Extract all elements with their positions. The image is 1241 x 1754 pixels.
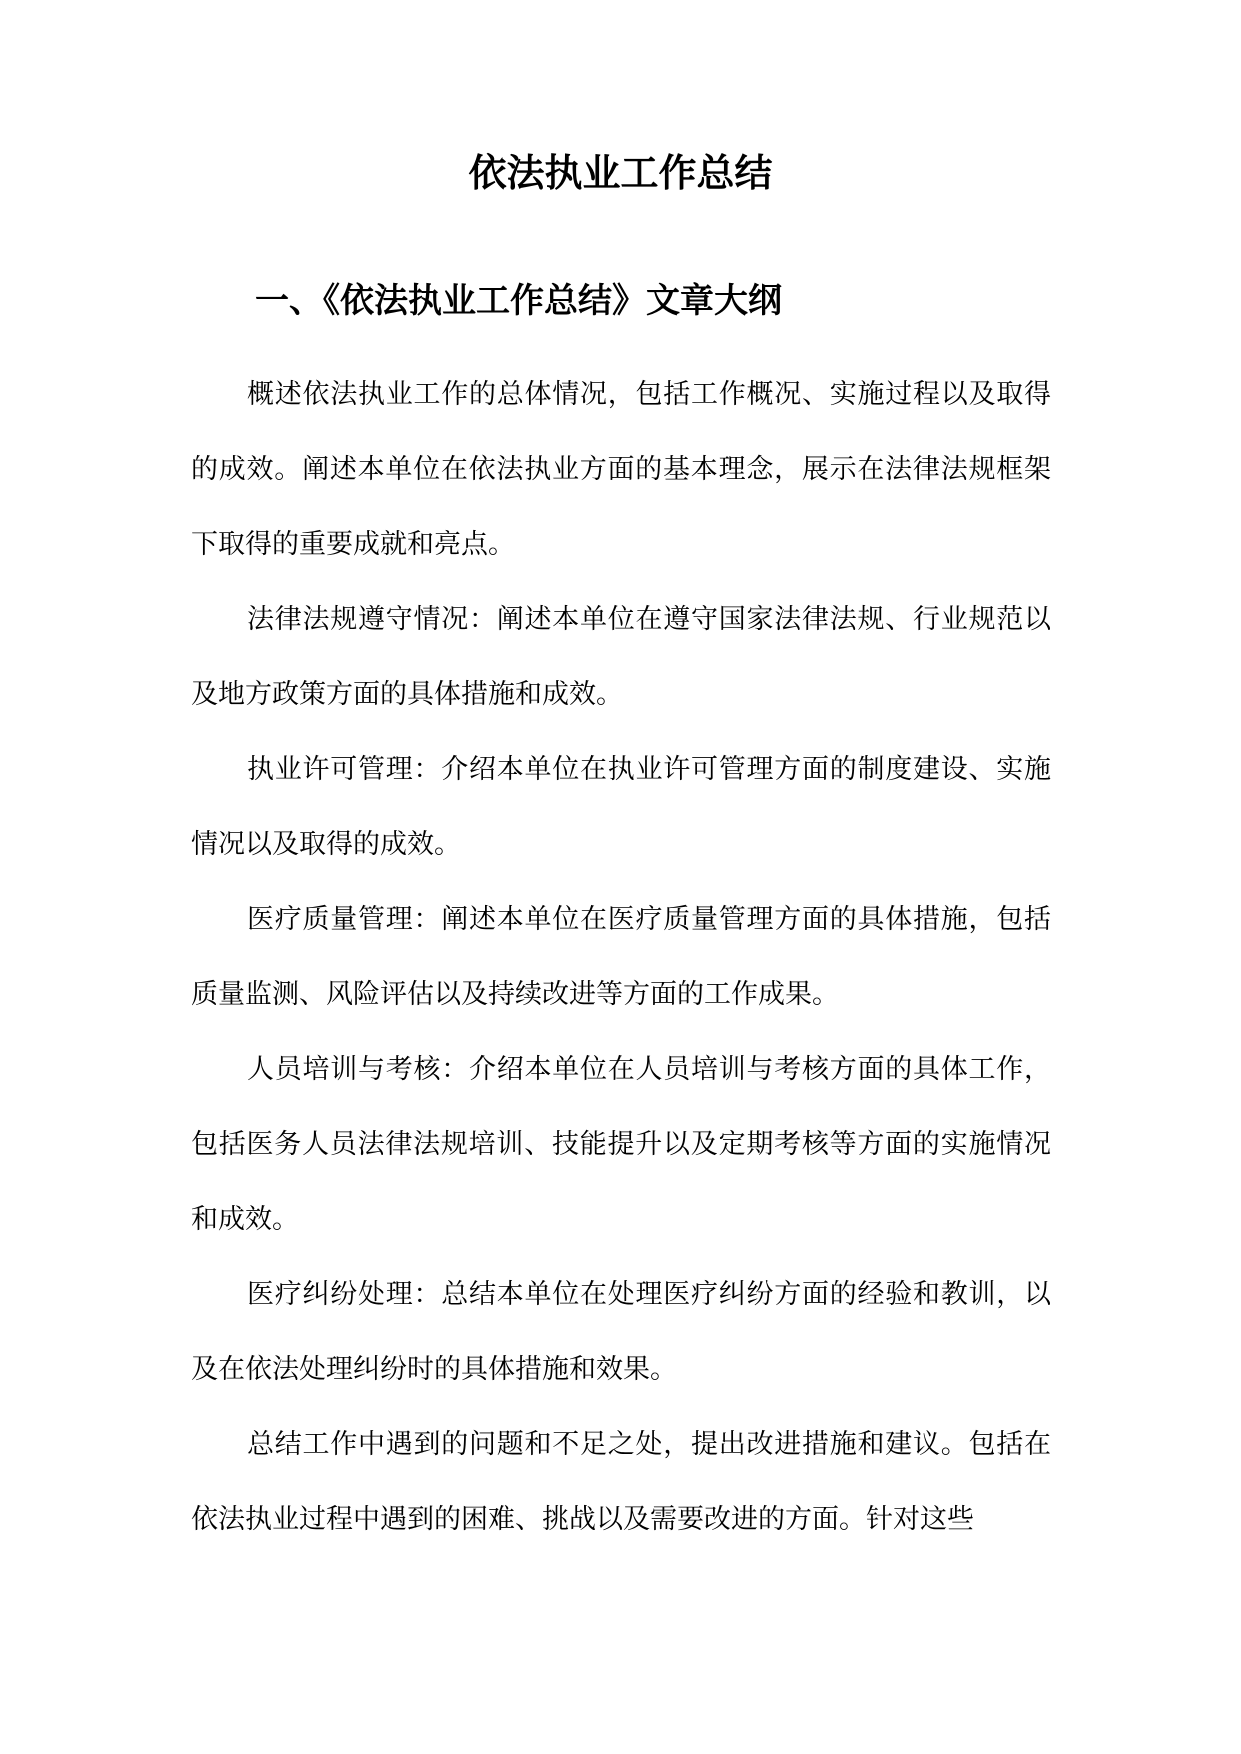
section-heading: 一、《依法执业工作总结》文章大纲	[255, 281, 782, 321]
paragraph-overview: 概述依法执业工作的总体情况，包括工作概况、实施过程以及取得的成效。阐述本单位在依法执业方面的基本理念，展示在法律法规框架下取得的重要成就和亮点。	[191, 379, 1051, 560]
paragraph-license-management: 执业许可管理：介绍本单位在执业许可管理方面的制度建设、实施情况以及取得的成效。	[191, 754, 1051, 860]
paragraph-quality-management: 医疗质量管理：阐述本单位在医疗质量管理方面的具体措施，包括质量监测、风险评估以及持续改进等方面的工作成果。	[191, 904, 1051, 1010]
paragraph-dispute-handling: 医疗纠纷处理：总结本单位在处理医疗纠纷方面的经验和教训，以及在依法处理纠纷时的具体措施和效果。	[191, 1279, 1051, 1385]
paragraph-problems-improvement: 总结工作中遇到的问题和不足之处，提出改进措施和建议。包括在依法执业过程中遇到的困难、挑战以及需要改进的方面。针对这些	[191, 1429, 1051, 1535]
document-body	[191, 357, 1051, 1557]
paragraph-training-assessment: 人员培训与考核：介绍本单位在人员培训与考核方面的具体工作，包括医务人员法律法规培训、技能提升以及定期考核等方面的实施情况和成效。	[191, 1054, 1051, 1235]
paragraph-law-compliance: 法律法规遵守情况：阐述本单位在遵守国家法律法规、行业规范以及地方政策方面的具体措施和成效。	[191, 604, 1051, 710]
document-title: 依法执业工作总结	[468, 150, 773, 195]
